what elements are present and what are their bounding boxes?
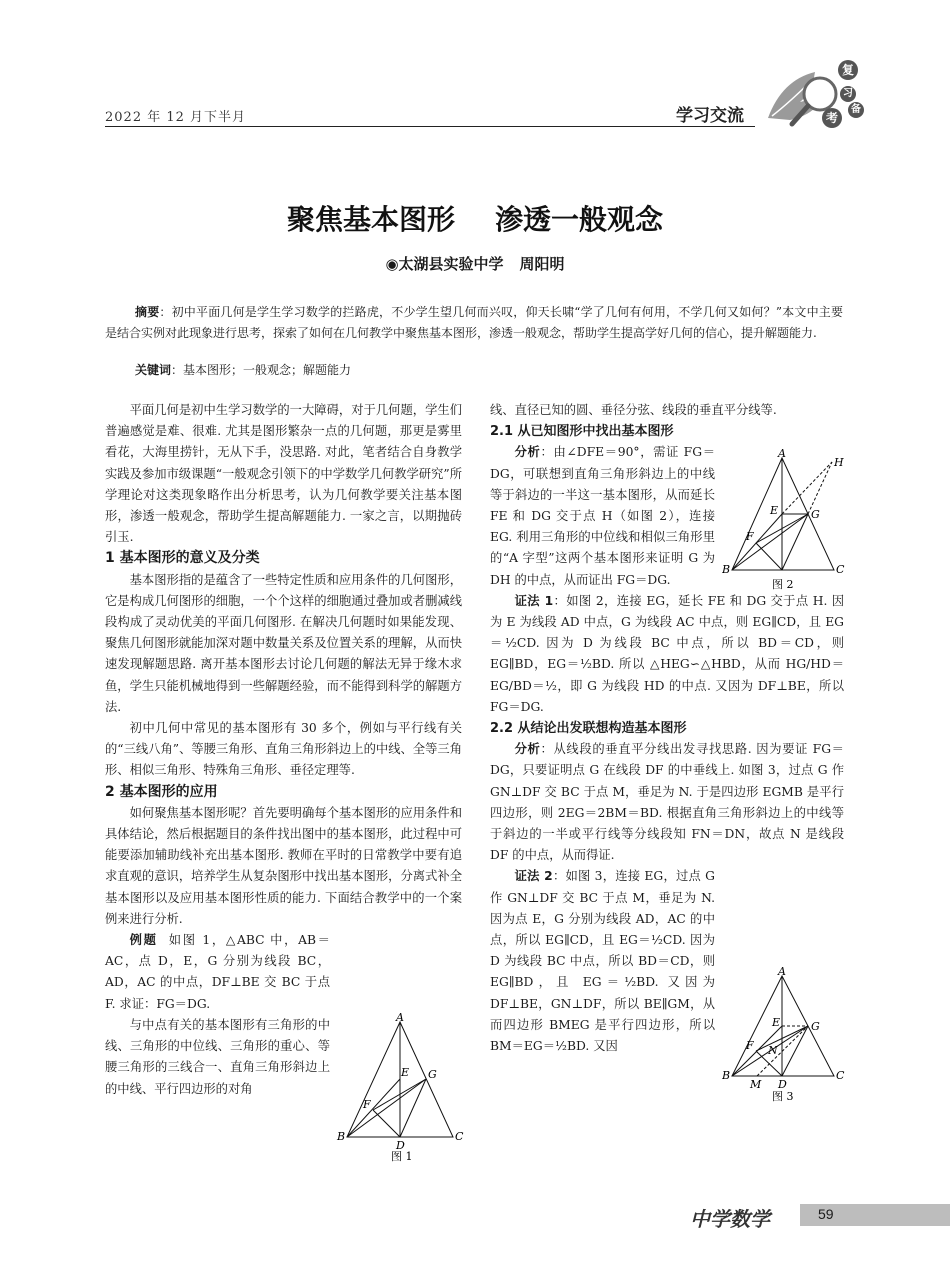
page-number: 59: [818, 1206, 834, 1222]
author-name: 周阳明: [519, 255, 565, 273]
fig1-label-A: A: [396, 1012, 404, 1024]
analysis-2-label: 分析: [514, 742, 541, 757]
fig2-label-H: H: [834, 456, 844, 469]
fig1-label-G: G: [428, 1068, 437, 1081]
figure-1: [335, 1012, 465, 1166]
left-column: [105, 400, 462, 1100]
badge-char-1: 复: [838, 60, 858, 80]
section-2-heading: 2 基本图形的应用: [105, 783, 218, 800]
badge-char-2: 习: [840, 86, 856, 102]
review-badge: [760, 58, 880, 138]
abstract: [105, 302, 843, 344]
section-2-2-heading: 2.2 从结论出发联想构造基本图形: [490, 721, 687, 737]
analysis-1-label: 分析: [514, 445, 541, 460]
proof-2-label: 证法 2: [514, 869, 553, 884]
example-paragraph: [105, 930, 330, 1015]
leaf-magnifier-icon: [760, 58, 880, 138]
analysis-1-paragraph: [490, 442, 715, 590]
fig2-caption: 图 2: [772, 578, 794, 591]
header-divider: [105, 126, 755, 127]
after-example-paragraph: 与中点有关的基本图形有三角形的中线、三角形的中位线、三角形的重心、等腰三角形的三线合一、直角三角形斜边上的中线、平行四边形的对角: [105, 1017, 330, 1096]
fig2-label-G: G: [811, 508, 820, 521]
analysis-2-paragraph: [490, 739, 844, 866]
fig3-caption: 图 3: [772, 1090, 794, 1103]
journal-logo: 中学数学: [690, 1207, 770, 1231]
proof-1-label: 证法 1: [514, 593, 554, 608]
fig1-label-C: C: [455, 1130, 464, 1143]
fig3-label-B: B: [722, 1069, 731, 1082]
fig3-label-M: M: [750, 1078, 762, 1091]
proof-1-paragraph: [490, 591, 844, 718]
fig3-label-F: F: [746, 1039, 754, 1052]
figure-2-diagram: [722, 448, 852, 593]
author-line: [0, 253, 950, 274]
badge-char-4: 备: [848, 102, 864, 118]
header-date: 2022 年 12 月下半月: [105, 110, 247, 125]
figure-3: [722, 966, 852, 1115]
fig1-label-D: D: [396, 1139, 405, 1152]
keywords-label: 关键词: [135, 363, 172, 377]
fig3-label-C: C: [836, 1069, 845, 1082]
fig3-label-N: N: [768, 1044, 778, 1057]
article-title: [0, 198, 950, 238]
fig3-label-A: A: [778, 966, 786, 978]
proof-2-text: ：如图 3，连接 EG，过点 G 作 GN⊥DF 交 BC 于点 M，垂足为 N. 因为点 E，G 分别为线段 AD，AC 的中点，所以 EG∥CD，且 EG＝½CD. 因为 D 为线段 BC 中点，所以 BD＝CD，则 EG∥BD，且 EG＝½BD. 又因为 DF⊥BE，GN⊥DF，所以 BE∥GM，从而四边形 BMEG 是平行四边形，所以 BM＝EG＝½BD. 又因: [490, 869, 715, 1054]
fig1-caption: 图 1: [391, 1150, 413, 1162]
example-text: 如图 1，△ABC 中，AB＝AC，点 D，E，G 分别为线段 BC，AD，AC 的中点，DF⊥BE 交 BC 于点 F. 求证：FG＝DG.: [105, 933, 330, 1011]
proof-1-text: ：如图 2，连接 EG，延长 FE 和 DG 交于点 H. 因为 E 为线段 AD 中点，G 为线段 AC 中点，则 EG∥CD，且 EG＝½CD. 因为 D 为线段 BC 中点，所以 BD＝CD，则 EG∥BD，EG＝½BD. 所以 △HEG∽△HBD，从而 HG/HD＝EG/BD＝½，即 G 为线段 HD 的中点. 又因为 DF⊥BE，所以 FG＝DG.: [490, 593, 845, 714]
figure-2: [722, 448, 852, 597]
fig3-label-G: G: [811, 1020, 820, 1033]
section-1-heading: 1 基本图形的意义及分类: [105, 550, 260, 567]
fig2-label-C: C: [836, 563, 845, 576]
author-school: ◉太湖县实验中学: [385, 255, 504, 273]
keywords: [135, 361, 351, 378]
abstract-text: ：初中平面几何是学生学习数学的拦路虎，不少学生望几何而兴叹，仰天长啸“学了几何有何用，不学几何又如何？”本文中主要是结合实例对此现象进行思考，探索了如何在几何教学中聚焦基本图形，渗透一般观念，帮助学生提高学好几何的信心，提升解题能力.: [105, 305, 843, 340]
section-2-1-heading: 2.1 从已知图形中找出基本图形: [490, 424, 674, 440]
section-1-paragraph-2: 初中几何中常见的基本图形有 30 多个，例如与平行线有关的“三线八角”、等腰三角形、直角三角形斜边上的中线、全等三角形、相似三角形、特殊角三角形、垂径定理等.: [105, 721, 462, 778]
right-continuation: 线、直径已知的圆、垂径分弦、线段的垂直平分线等.: [490, 403, 777, 417]
section-1-paragraph-1: 基本图形指的是蕴含了一些特定性质和应用条件的几何图形，它是构成几何图形的细胞，一个个这样的细胞通过叠加或者删减线段构成了灵动优美的平面几何图形. 在解决几何题时如果能发现、聚焦几何图形就能加深对题中数量关系及位置关系的理解，从而快速发现解题思路. 离开基本图形去讨论几何题的解法无异于缘木求鱼，学生只能机械地得到一些解题经验，而不能得到科学的解题方法.: [105, 572, 462, 714]
fig1-label-F: F: [363, 1098, 371, 1111]
fig1-label-B: B: [337, 1130, 346, 1143]
title-part-2: 渗透一般观念: [495, 203, 664, 236]
fig2-label-F: F: [746, 530, 754, 543]
title-part-1: 聚焦基本图形: [286, 203, 455, 236]
fig3-label-E: E: [772, 1016, 781, 1029]
abstract-label: 摘要: [135, 305, 160, 319]
example-label: 例题: [129, 933, 158, 948]
fig2-label-A: A: [778, 448, 786, 460]
header-section-title: 学习交流: [676, 106, 744, 126]
analysis-1-text: ：由∠DFE＝90°，需证 FG＝DG，可联想到直角三角形斜边上的中线等于斜边的一半这一基本图形，从而延长 FE 和 DG 交于点 H（如图 2），连接 EG. 利用三角形的中位线和相似三角形里的“A 字型”这两个基本图形来证明 G 为 DH 的中点，从而证出 FG＝DG.: [490, 445, 715, 587]
badge-char-3: 考: [822, 108, 842, 128]
fig3-label-D: D: [778, 1078, 787, 1091]
figure-1-diagram: [335, 1012, 465, 1162]
keywords-text: ：基本图形；一般观念；解题能力: [171, 363, 352, 377]
proof-2-paragraph: [490, 866, 715, 1057]
figure-3-diagram: [722, 966, 852, 1111]
intro-paragraph: 平面几何是初中生学习数学的一大障碍，对于几何题，学生们普遍感觉是难、很难. 尤其是图形繁杂一点的几何题，那更是雾里看花，大海里捞针，无从下手，没思路. 对此，笔者结合自身教学实践及参加市级课题“一般观念引领下的中学数学几何教学研究”所学理论对这类现象略作出分析思考，认为几何教学要关注基本图形，渗透一般观念，帮助学生提高解题能力. 一家之言，以期抛砖引玉.: [105, 403, 462, 545]
fig2-label-B: B: [722, 563, 731, 576]
section-2-paragraph-1: 如何聚焦基本图形呢？首先要明确每个基本图形的应用条件和具体结论，然后根据题目的条件找出图中的基本图形，此过程中可能要添加辅助线补充出基本图形. 教师在平时的日常教学中要有追求直观的意识，培养学生从复杂图形中找出基本图形，分离式补全基本图形以及应用基本图形性质的能力. 下面结合教学中的一个案例来进行分析.: [105, 805, 462, 926]
fig1-label-E: E: [401, 1066, 410, 1079]
analysis-2-text: ：从线段的垂直平分线出发寻找思路. 因为要证 FG＝DG，只要证明点 G 在线段 DF 的中垂线上. 如图 3，过点 G 作 GN⊥DF 交 BC 于点 M，垂足为 N. 于是四边形 EGMB 是平行四边形，则 2EG＝2BM＝BD. 根据直角三角形斜边上的中线等于斜边的一半或平行线等分线段知 FN＝DN，故点 N 是线段 DF 的中点，从而得证.: [490, 742, 844, 863]
fig2-label-E: E: [770, 504, 779, 517]
